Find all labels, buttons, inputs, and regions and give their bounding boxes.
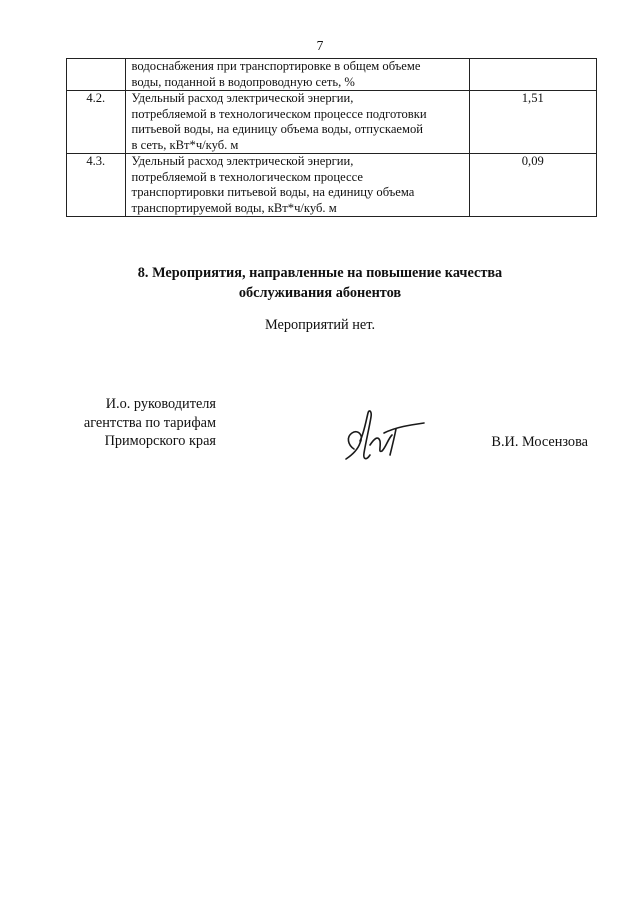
row-description-line: воды, поданной в водопроводную сеть, % [131,74,355,89]
table-row [67,59,597,91]
row-description-line: питьевой воды, на единицу объема воды, отпускаемой [131,122,424,136]
row-value: 0,09 [469,154,596,217]
row-description-line: потребляемой в технологическом процессе подготовки [131,106,427,121]
row-description-line: водоснабжения при транспортировке в общем объеме [131,59,421,73]
row-number: 4.3. [67,154,126,217]
row-description-line: в сеть, кВт*ч/куб. м [131,137,239,152]
row-description [125,91,469,154]
signer-name: В.И. Мосензова [491,434,588,450]
row-description [125,154,469,217]
table-row [67,91,597,154]
signer-position-line: И.о. руководителя [105,396,216,412]
row-description-line: Удельный расход электрической энергии, [131,91,354,105]
section-title-line: обслуживания абонентов [238,285,402,301]
row-number: 4.2. [67,91,126,154]
section-title [0,263,640,303]
signer-position-line: Приморского края [104,433,216,449]
row-value [469,59,596,91]
handwritten-signature [338,405,428,467]
indicators-table [66,58,597,217]
row-description-line: транспортировки питьевой воды, на единицу объема [131,185,415,199]
section-body: Мероприятий нет. [264,317,376,333]
row-value: 1,51 [469,91,596,154]
page-number: 7 [316,38,324,53]
table-row [67,154,597,217]
row-number [67,59,126,91]
signer-position-line: агентства по тарифам [83,414,216,431]
row-description-line: потребляемой в технологическом процессе [131,169,363,184]
signer-position [56,395,216,451]
row-description-line: Удельный расход электрической энергии, [131,154,354,168]
row-description [125,59,469,91]
section-title-line: 8. Мероприятия, направленные на повышение качества [137,265,503,281]
row-description-line: транспортируемой воды, кВт*ч/куб. м [131,200,337,215]
